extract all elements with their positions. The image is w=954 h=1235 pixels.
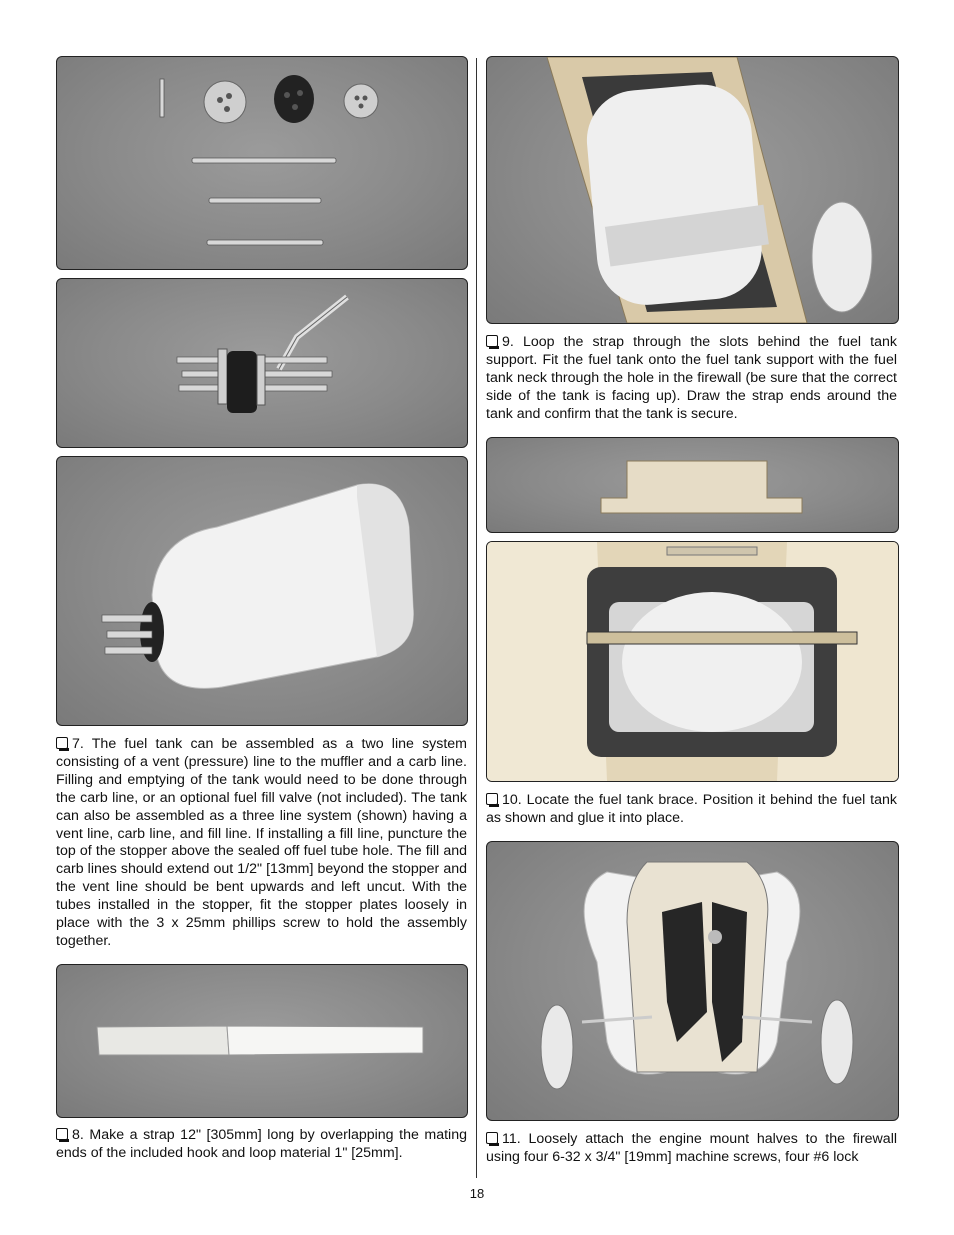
page-number: 18 xyxy=(469,1186,485,1201)
checkbox-icon[interactable] xyxy=(486,335,498,347)
photo-tank-in-fuselage xyxy=(486,56,899,324)
checkbox-icon[interactable] xyxy=(486,1132,498,1144)
photo-stopper-assembly xyxy=(56,278,468,448)
checkbox-icon[interactable] xyxy=(486,793,498,805)
photo-engine-mount xyxy=(486,841,899,1121)
checkbox-icon[interactable] xyxy=(56,1128,68,1140)
column-divider xyxy=(476,58,477,1178)
step-10-text: 10. Locate the fuel tank brace. Position it behind the fuel tank as shown and glue it into place. xyxy=(486,792,897,826)
photo-hook-loop-strap xyxy=(56,964,468,1118)
photo-tank-brace xyxy=(486,437,899,533)
photo-brace-installed xyxy=(486,541,899,782)
step-9-text: 9. Loop the strap through the slots behind the fuel tank support. Fit the fuel tank onto the fuel tank support with the fuel tank neck through the hole in the firewall (be sure that the correct side of the tank is facing up). Draw the strap ends around the tank and confirm that the tank is secure. xyxy=(486,334,897,422)
photo-fuel-tank-parts xyxy=(56,56,468,270)
step-7-text: 7. The fuel tank can be assembled as a two line system consisting of a vent (pressure) line to the muffler and a carb line. Filling and emptying of the tank would need to be done through the carb line, or an optional fuel fill valve (not included). The tank can also be assembled as a three line system (shown) having a vent line, carb line, and fill line. If installing a fill line, puncture the top of the stopper above the sealed off fuel tube hole. The fill and carb lines should extend out 1/2" [13mm] beyond the stopper and the vent line should be bent upwards and left uncut. With the tubes installed in the stopper, fit the stopper plates loosely in place with the 3 x 25mm phillips screw to hold the assembly together. xyxy=(56,736,467,949)
photo-fuel-tank xyxy=(56,456,468,726)
step-11-text: 11. Loosely attach the engine mount halves to the firewall using four 6-32 x 3/4" [19mm] machine screws, four #6 lock xyxy=(486,1131,897,1165)
checkbox-icon[interactable] xyxy=(56,737,68,749)
step-8-text: 8. Make a strap 12" [305mm] long by overlapping the mating ends of the included hook and loop material 1" [25mm]. xyxy=(56,1127,467,1161)
